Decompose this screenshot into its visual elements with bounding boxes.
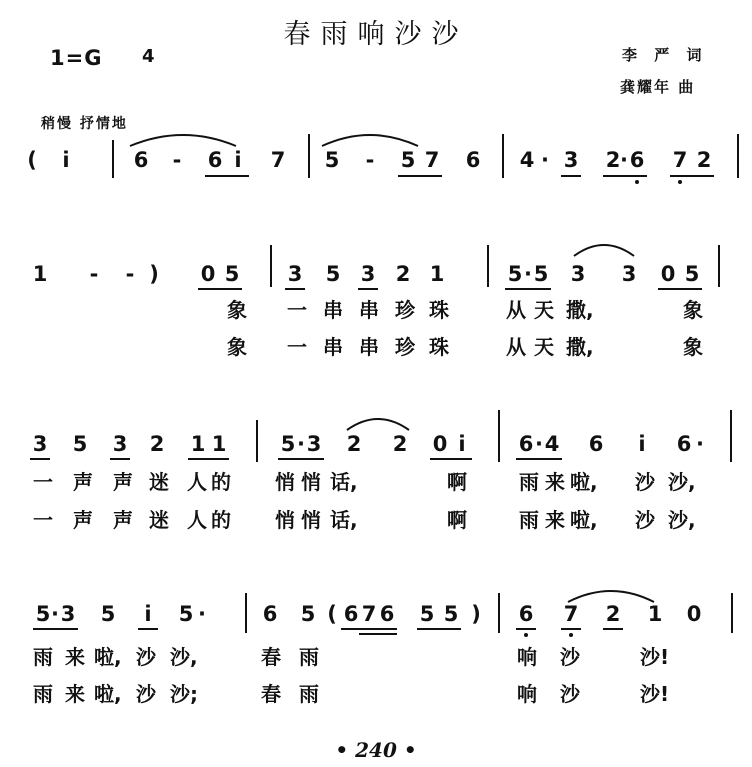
lyric: 沙, (668, 508, 696, 532)
beam (603, 175, 647, 177)
lyric: 撒, (566, 298, 594, 322)
lower-octave-dot (524, 633, 528, 637)
lyric: 来 (65, 645, 85, 669)
lyric: 从 (506, 335, 526, 359)
note: 0 (660, 262, 676, 286)
lower-octave-dot (569, 633, 573, 637)
note: 3 (287, 262, 303, 286)
note: 3 (306, 432, 322, 456)
lyric: 悄 (275, 470, 295, 494)
note: 1 (32, 262, 48, 286)
lyric: 悄 (275, 508, 295, 532)
note: 5 (35, 602, 51, 626)
note: 5 (419, 602, 435, 626)
note: 6 (465, 148, 481, 172)
tempo-marking: 稍慢 抒情地 (41, 116, 128, 132)
song-title: 春雨响沙沙 (283, 19, 469, 50)
note: 5 (507, 262, 523, 286)
bar-line (112, 140, 114, 178)
lyric: 天 (534, 298, 554, 322)
bar-line (731, 593, 733, 633)
lyric: 声 (73, 508, 93, 532)
lyric: 声 (113, 470, 133, 494)
note: 2 (605, 148, 621, 172)
lyric: 啦, (94, 645, 122, 669)
note: ( (27, 148, 37, 172)
note: i (458, 432, 466, 456)
lyric: 一 (33, 470, 53, 494)
lyric: 雨 (33, 682, 53, 706)
lyric: 珍 (395, 335, 415, 359)
note: 5 (178, 602, 194, 626)
time-signature: 4 (142, 46, 155, 67)
lyric: 沙 (635, 508, 655, 532)
note: 2 (696, 148, 712, 172)
lower-octave-dot (635, 180, 639, 184)
bar-line (256, 420, 258, 462)
lyric: 沙! (640, 645, 670, 669)
note: 7 (361, 602, 377, 626)
lyric: 串 (323, 335, 343, 359)
page-number: • 240 • (335, 738, 417, 762)
lyric: 的 (211, 508, 231, 532)
lyric: 响 (517, 645, 537, 669)
lyric: 沙; (170, 682, 198, 706)
lyric: 雨 (519, 470, 539, 494)
note: - (89, 262, 99, 286)
lyric: 雨 (33, 645, 53, 669)
note: · (297, 432, 305, 456)
slur (566, 584, 656, 604)
note: i (638, 432, 646, 456)
note: 5 (300, 602, 316, 626)
note: 7 (270, 148, 286, 172)
beam (430, 458, 472, 460)
beam (188, 458, 229, 460)
lyric: 一 (33, 508, 53, 532)
beam (359, 633, 397, 635)
lyric: 串 (359, 298, 379, 322)
note: 0 (686, 602, 702, 626)
note: 1 (429, 262, 445, 286)
note: 3 (570, 262, 586, 286)
note: 3 (360, 262, 376, 286)
lyric: 象 (683, 298, 703, 322)
composer-credit: 龚耀年 曲 (620, 78, 696, 96)
note: 3 (563, 148, 579, 172)
lyric: 珍 (395, 298, 415, 322)
slur (128, 128, 238, 148)
lyric: 串 (323, 298, 343, 322)
lower-octave-dot (678, 180, 682, 184)
lyric: 象 (683, 335, 703, 359)
lyric: 声 (113, 508, 133, 532)
tie (345, 412, 411, 432)
lyric: 话, (330, 508, 358, 532)
bar-line (245, 593, 247, 633)
note: 2 (395, 262, 411, 286)
note: 5 (224, 262, 240, 286)
lyric: 啦, (570, 508, 598, 532)
note: ) (471, 602, 481, 626)
note: 6 (518, 432, 534, 456)
lyric: 象 (227, 298, 247, 322)
beam (110, 458, 130, 460)
note: 6 (518, 602, 534, 626)
note: 5 (72, 432, 88, 456)
note: - (125, 262, 135, 286)
lyric: 迷 (149, 508, 169, 532)
note: i (144, 602, 152, 626)
beam (30, 458, 50, 460)
bar-line (502, 134, 504, 178)
beam (341, 628, 397, 630)
bar-line (308, 134, 310, 178)
note: 6 (343, 602, 359, 626)
bar-line (737, 134, 739, 178)
lyric: 雨 (299, 682, 319, 706)
beam (603, 628, 623, 630)
lyric: 来 (65, 682, 85, 706)
note: ) (149, 262, 159, 286)
note: 1 (211, 432, 227, 456)
lyric: 沙, (170, 645, 198, 669)
note: 5 (400, 148, 416, 172)
bar-line (498, 593, 500, 633)
note: · (620, 148, 628, 172)
beam (505, 288, 551, 290)
note: 6 (588, 432, 604, 456)
lyric: 天 (534, 335, 554, 359)
lyric: 话, (330, 470, 358, 494)
note: 2 (605, 602, 621, 626)
note: · (51, 602, 59, 626)
lyric: 迷 (149, 470, 169, 494)
beam (205, 175, 249, 177)
note: 3 (60, 602, 76, 626)
lyric: 珠 (429, 298, 449, 322)
note: · (524, 262, 532, 286)
note: 5 (684, 262, 700, 286)
note: 4 (519, 148, 535, 172)
lyric: 响 (517, 682, 537, 706)
lyric: 啊 (447, 470, 467, 494)
note: 4 (544, 432, 560, 456)
note: · (535, 432, 543, 456)
note: 6 (207, 148, 223, 172)
note: 6 (629, 148, 645, 172)
note: 3 (112, 432, 128, 456)
beam (33, 628, 78, 630)
lyric: 来 (545, 470, 565, 494)
note: 6 (676, 432, 692, 456)
lyric: 一 (287, 335, 307, 359)
note: 0 (432, 432, 448, 456)
bar-line (487, 245, 489, 287)
lyric: 沙 (136, 682, 156, 706)
lyricist-credit: 李 严 词 (622, 46, 708, 64)
note: 5 (280, 432, 296, 456)
note: 2 (392, 432, 408, 456)
lyric: 沙, (668, 470, 696, 494)
note: 3 (621, 262, 637, 286)
beam (358, 288, 378, 290)
lyric: 沙 (136, 645, 156, 669)
lyric: 人 (187, 470, 207, 494)
lyric: 撒, (566, 335, 594, 359)
beam (398, 175, 442, 177)
tie (572, 238, 636, 258)
note: 2 (149, 432, 165, 456)
bar-line (270, 245, 272, 287)
note: · (541, 148, 549, 172)
note: · (198, 602, 206, 626)
note: 5 (443, 602, 459, 626)
bar-line (730, 410, 732, 462)
bar-line (498, 410, 500, 462)
note: 5 (325, 262, 341, 286)
lyric: 来 (545, 508, 565, 532)
note: ( (327, 602, 337, 626)
beam (516, 458, 562, 460)
slur (320, 128, 420, 148)
note: 7 (563, 602, 579, 626)
beam (658, 288, 702, 290)
note: 6 (379, 602, 395, 626)
lyric: 沙! (640, 682, 670, 706)
note: i (62, 148, 70, 172)
lyric: 雨 (519, 508, 539, 532)
beam (278, 458, 324, 460)
lyric: 人 (187, 508, 207, 532)
note: i (234, 148, 242, 172)
beam (285, 288, 305, 290)
beam (198, 288, 242, 290)
key-signature: 1=G (50, 46, 103, 70)
note: 2 (346, 432, 362, 456)
lyric: 悄 (301, 470, 321, 494)
beam (417, 628, 461, 630)
note: 5 (533, 262, 549, 286)
note: 5 (324, 148, 340, 172)
beam (561, 628, 581, 630)
beam (670, 175, 714, 177)
lyric: 雨 (299, 645, 319, 669)
lyric: 春 (261, 682, 281, 706)
bar-line (718, 245, 720, 287)
lyric: 春 (261, 645, 281, 669)
lyric: 串 (359, 335, 379, 359)
note: - (365, 148, 375, 172)
lyric: 啊 (447, 508, 467, 532)
beam (516, 628, 536, 630)
note: 7 (672, 148, 688, 172)
lyric: 啦, (570, 470, 598, 494)
note: 5 (100, 602, 116, 626)
note: 1 (190, 432, 206, 456)
note: 7 (424, 148, 440, 172)
beam (561, 175, 581, 177)
lyric: 沙 (560, 645, 580, 669)
note: 0 (200, 262, 216, 286)
note: · (696, 432, 704, 456)
lyric: 沙 (560, 682, 580, 706)
lyric: 沙 (635, 470, 655, 494)
note: 6 (133, 148, 149, 172)
lyric: 啦, (94, 682, 122, 706)
lyric: 声 (73, 470, 93, 494)
lyric: 珠 (429, 335, 449, 359)
note: 3 (32, 432, 48, 456)
note: - (172, 148, 182, 172)
note: 6 (262, 602, 278, 626)
lyric: 一 (287, 298, 307, 322)
lyric: 悄 (301, 508, 321, 532)
beam (138, 628, 158, 630)
lyric: 象 (227, 335, 247, 359)
lyric: 从 (506, 298, 526, 322)
note: 1 (647, 602, 663, 626)
lyric: 的 (211, 470, 231, 494)
